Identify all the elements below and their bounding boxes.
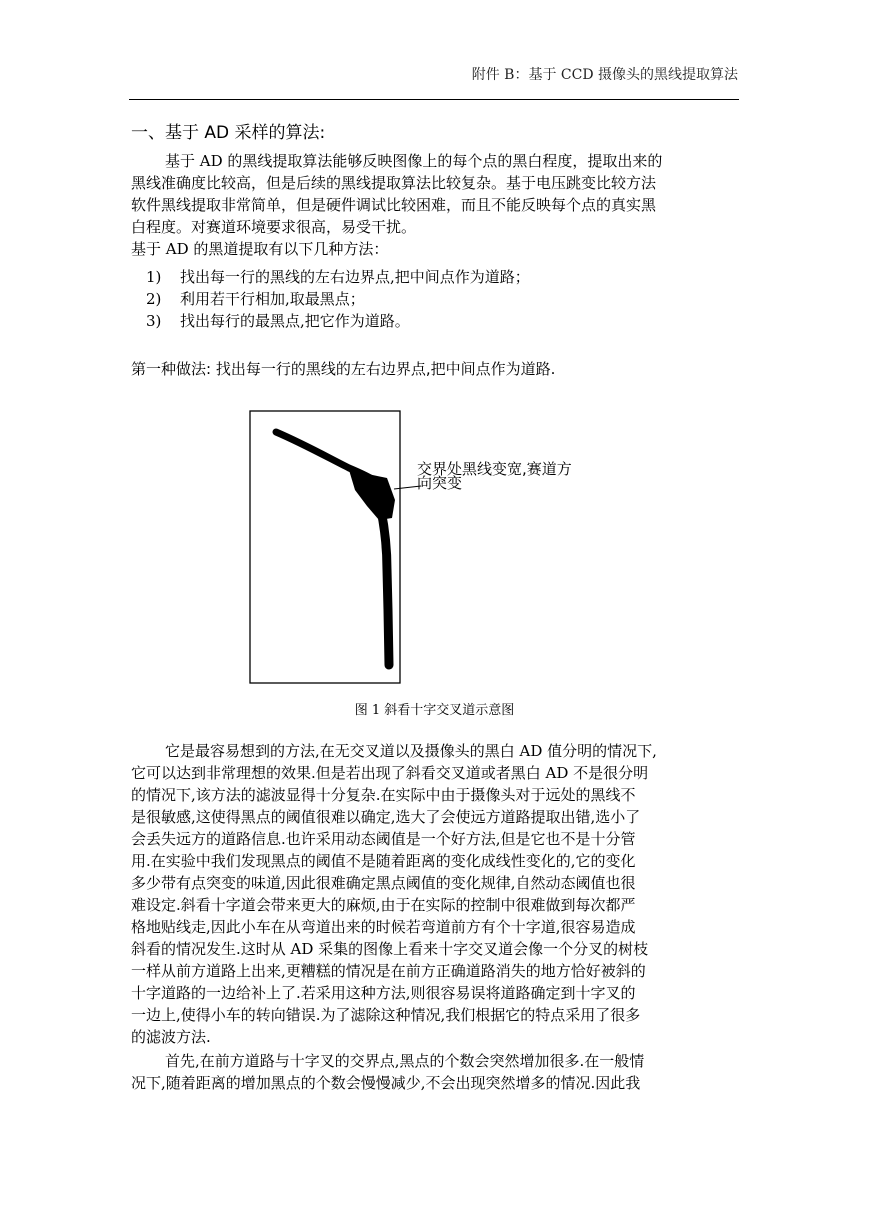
black-line-lower [381, 510, 389, 665]
body-line: 斜看的情况发生.这时从 AD 采集的图像上看来十字交叉道会像一个分叉的树枝 [131, 940, 649, 958]
body-line: 一样从前方道路上出来,更糟糕的情况是在前方正确道路消失的地方恰好被斜的 [131, 962, 646, 980]
body-line: 的滤波方法. [131, 1028, 211, 1046]
header-rule [129, 99, 739, 100]
black-line-junction [349, 470, 395, 520]
cross-track-figure [249, 410, 649, 684]
list-number: 3) [146, 312, 162, 330]
methods-list [146, 266, 530, 332]
annotation-text-line1: 交界处黑线变宽,赛道方 [417, 460, 572, 478]
list-item [146, 266, 530, 288]
intro-line: 黑线准确度比较高，但是后续的黑线提取算法比较复杂。基于电压跳变比较方法 [131, 174, 657, 192]
intro-line: 软件黑线提取非常简单，但是硬件调试比较困难，而且不能反映每个点的真实黑 [131, 196, 657, 214]
body-line: 格地贴线走,因此小车在从弯道出来的时候若弯道前方有个十字道,很容易造成 [131, 918, 636, 936]
body-line: 是很敏感,这使得黑点的阈值很难以确定,选大了会使远方道路提取出错,选小了 [131, 808, 641, 826]
body-line: 会丢失远方的道路信息.也许采用动态阈值是一个好方法,但是它也不是十分管 [131, 830, 636, 848]
method1-title: 第一种做法: 找出每一行的黑线的左右边界点,把中间点作为道路. [131, 360, 556, 378]
list-number: 2) [146, 290, 162, 308]
list-text: 利用若干行相加,取最黑点； [180, 290, 365, 308]
body-line: 首先,在前方道路与十字叉的交界点,黑点的个数会突然增加很多.在一般情 [165, 1052, 645, 1070]
body-paragraph-1 [131, 740, 741, 1048]
list-item [146, 288, 530, 310]
body-line: 它是最容易想到的方法,在无交叉道以及摄像头的黑白 AD 值分明的情况下, [165, 742, 657, 760]
list-item [146, 310, 530, 332]
intro-paragraph [131, 150, 741, 260]
annotation-text-line2: 向突变 [417, 474, 463, 492]
page-header: 附件 B：基于 CCD 摄像头的黑线提取算法 [471, 67, 738, 83]
list-text: 找出每行的最黑点,把它作为道路。 [180, 312, 410, 330]
body-line: 一边上,使得小车的转向错误.为了滤除这种情况,我们根据它的特点采用了很多 [131, 1006, 641, 1024]
list-text: 找出每一行的黑线的左右边界点,把中间点作为道路； [180, 268, 530, 286]
body-line: 它可以达到非常理想的效果.但是若出现了斜看交叉道或者黑白 AD 不是很分明 [131, 764, 649, 782]
body-line: 的情况下,该方法的滤波显得十分复杂.在实际中由于摄像头对于远处的黑线不 [131, 786, 636, 804]
body-line: 难设定.斜看十字道会带来更大的麻烦,由于在实际的控制中很难做到每次都严 [131, 896, 636, 914]
intro-line: 白程度。对赛道环境要求很高，易受干扰。 [131, 218, 417, 236]
body-line: 多少带有点突变的味道,因此很难确定黑点阈值的变化规律,自然动态阈值也很 [131, 874, 636, 892]
body-line: 用.在实验中我们发现黑点的阈值不是随着距离的变化成线性变化的,它的变化 [131, 852, 636, 870]
body-line: 况下,随着距离的增加黑点的个数会慢慢减少,不会出现突然增多的情况.因此我 [131, 1074, 641, 1092]
intro-line: 基于 AD 的黑线提取算法能够反映图像上的每个点的黑白程度，提取出来的 [165, 152, 663, 170]
section-title: 一、基于 AD 采样的算法: [131, 123, 326, 143]
methods-lead: 基于 AD 的黑道提取有以下几种方法： [131, 240, 389, 258]
figure-caption: 图 1 斜看十字交叉道示意图 [354, 703, 515, 718]
body-line: 十字道路的一边给补上了.若采用这种方法,则很容易误将道路确定到十字叉的 [131, 984, 636, 1002]
body-paragraph-2 [131, 1050, 741, 1094]
list-number: 1) [146, 268, 162, 286]
